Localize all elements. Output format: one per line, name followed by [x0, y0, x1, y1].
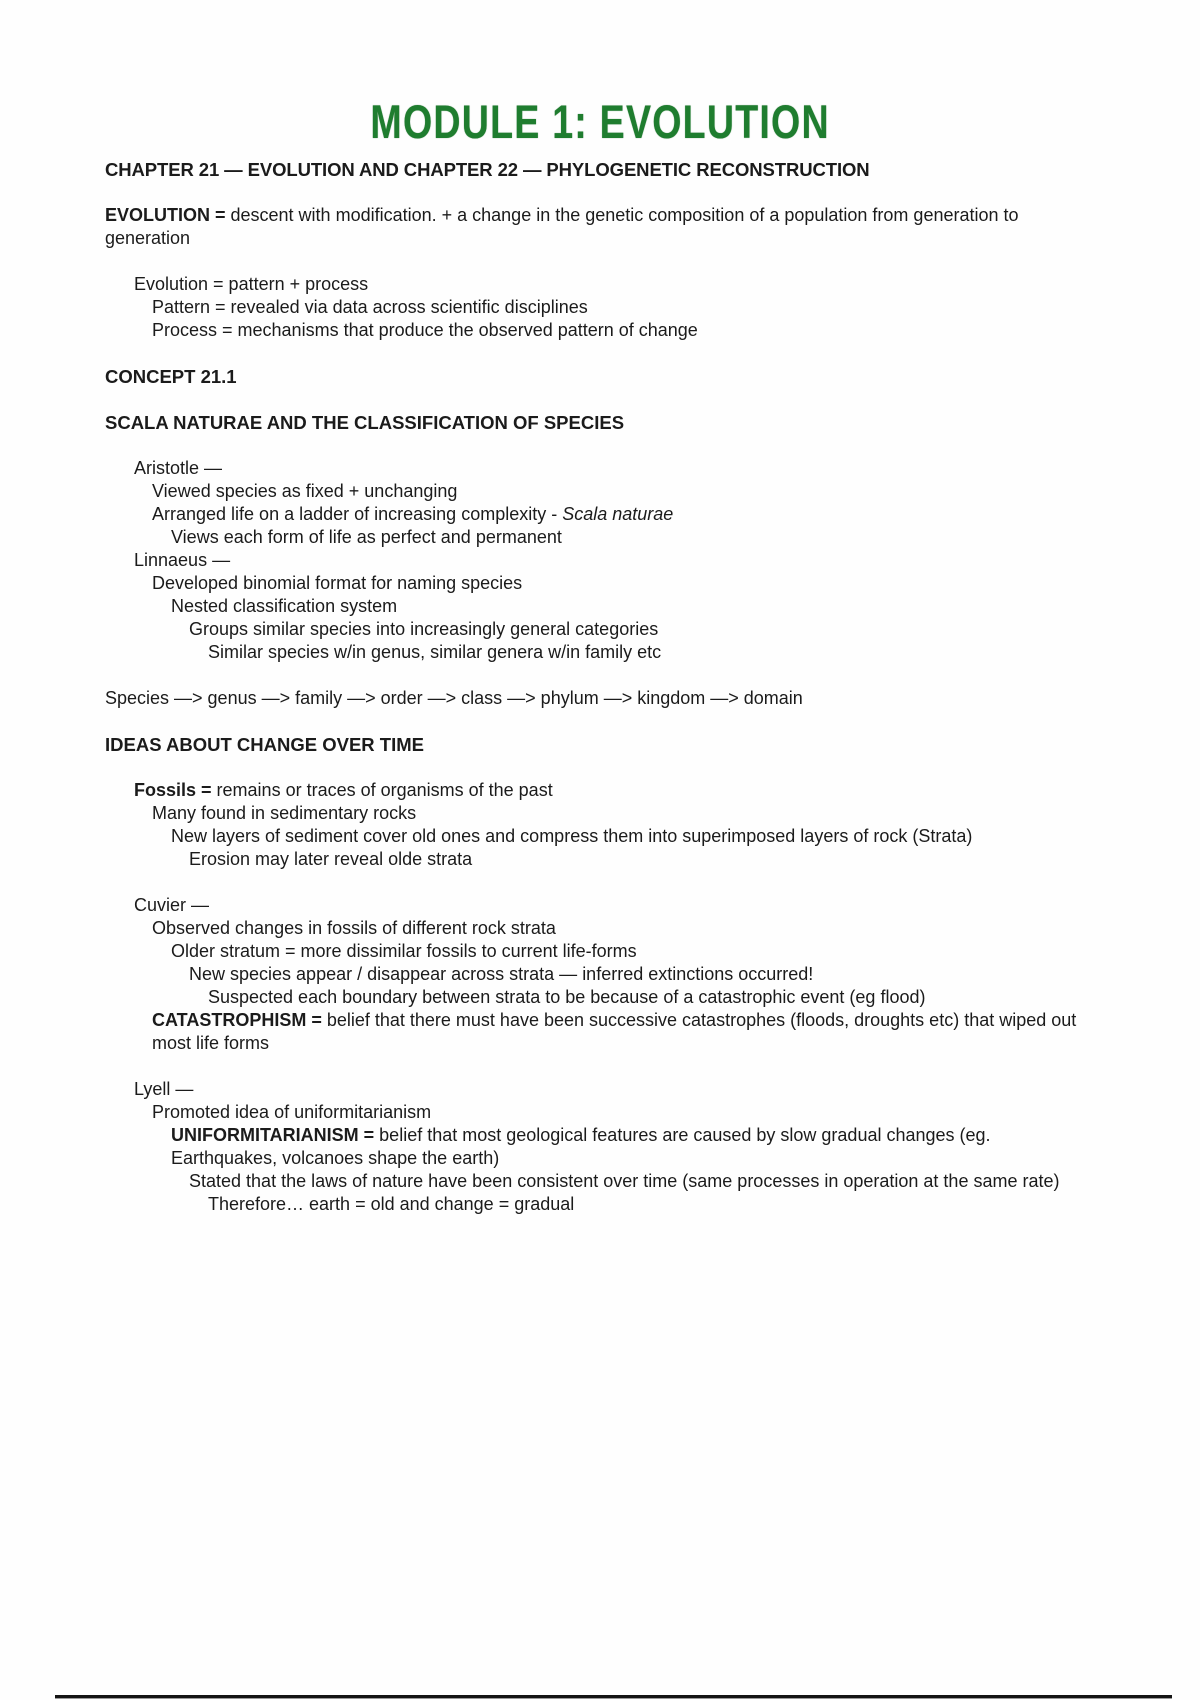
text-segment: Pattern = revealed via data across scientific disciplines	[152, 297, 588, 317]
list-item	[105, 457, 1080, 480]
text-segment: Erosion may later reveal olde strata	[189, 849, 473, 869]
list-item-text	[189, 848, 1080, 871]
text-segment: Therefore… earth = old and change = gradual	[208, 1194, 575, 1214]
bullet-column	[154, 1124, 171, 1170]
list-item	[105, 618, 1080, 641]
list-item-text	[171, 940, 1080, 963]
text-segment: Developed binomial format for naming species	[152, 573, 523, 593]
text-segment: CONCEPT 21.1	[105, 366, 237, 387]
list-item-text	[152, 1101, 1080, 1124]
text-segment: Groups similar species into increasingly general categories	[189, 619, 659, 639]
bullet-column	[172, 848, 189, 871]
text-segment: Process = mechanisms that produce the observed pattern of change	[152, 320, 698, 340]
list-item-text	[189, 963, 1080, 986]
bullet-column	[191, 641, 208, 664]
list-item-text	[208, 986, 1080, 1009]
bullet-column	[117, 894, 134, 917]
page-break-divider	[55, 1695, 1172, 1699]
list-item-text	[134, 1078, 1080, 1101]
notes-title: MODULE 1: EVOLUTION	[370, 95, 830, 148]
list-item	[105, 296, 1080, 319]
bullet-column	[135, 1009, 152, 1055]
list-item	[105, 1101, 1080, 1124]
list-item	[105, 894, 1080, 917]
section-heading	[105, 365, 1080, 388]
list-item-text	[152, 480, 1080, 503]
text-segment: Evolution = pattern + process	[134, 274, 369, 294]
paragraph	[105, 687, 1080, 710]
text-segment: Stated that the laws of nature have been consistent over time (same processes in operation at the same rate)	[189, 1171, 1060, 1191]
list-item	[105, 572, 1080, 595]
list-item-text	[171, 1124, 1080, 1170]
bullet-column	[117, 457, 134, 480]
list-item-text	[152, 296, 1080, 319]
list-item	[105, 549, 1080, 572]
bullet-column	[135, 503, 152, 526]
text-segment: Species —> genus —> family —> order —> class —> phylum —> kingdom —> domain	[105, 688, 803, 708]
list-item	[105, 986, 1080, 1009]
bullet-list	[105, 894, 1080, 1055]
list-item-text	[152, 802, 1080, 825]
text-segment: Lyell —	[134, 1079, 194, 1099]
list-item	[105, 595, 1080, 618]
text-segment: SCALA NATURAE AND THE CLASSIFICATION OF SPECIES	[105, 412, 625, 433]
bullet-column	[135, 480, 152, 503]
bullet-column	[154, 595, 171, 618]
text-segment: New species appear / disappear across strata — inferred extinctions occurred!	[189, 964, 814, 984]
list-item-text	[134, 779, 1080, 802]
list-item	[105, 940, 1080, 963]
bullet-list	[105, 1078, 1080, 1216]
list-item-text	[171, 595, 1080, 618]
text-segment: Similar species w/in genus, similar genera w/in family etc	[208, 642, 662, 662]
chapter-heading: CHAPTER 21 — EVOLUTION AND CHAPTER 22 — PHYLOGENETIC RECONSTRUCTION	[105, 159, 870, 180]
bullet-column	[135, 572, 152, 595]
list-item	[105, 963, 1080, 986]
list-item-text	[152, 917, 1080, 940]
bullet-column	[135, 802, 152, 825]
text-segment: Nested classification system	[171, 596, 398, 616]
bullet-column	[191, 1193, 208, 1216]
text-segment: belief that most geological features are caused by slow gradual changes (eg. Earthquakes, volcanoes shape the earth)	[171, 1125, 991, 1168]
list-item-text	[134, 549, 1080, 572]
bullet-column	[172, 1170, 189, 1193]
bullet-column	[154, 940, 171, 963]
text-segment: UNIFORMITARIANISM =	[171, 1125, 375, 1145]
list-item-text	[152, 572, 1080, 595]
section-heading	[105, 733, 1080, 756]
text-segment: IDEAS ABOUT CHANGE OVER TIME	[105, 734, 424, 755]
text-segment: Cuvier —	[134, 895, 210, 915]
document-content	[105, 158, 1080, 1216]
list-item	[105, 848, 1080, 871]
list-item-text	[171, 526, 1080, 549]
list-item-text	[171, 825, 1080, 848]
list-item	[105, 1170, 1080, 1193]
text-segment: descent with modification. + a change in the genetic composition of a population from generation to generation	[105, 205, 1019, 248]
bullet-list	[105, 273, 1080, 342]
bullet-column	[117, 779, 134, 802]
text-segment: Older stratum = more dissimilar fossils to current life-forms	[171, 941, 637, 961]
bullet-column	[117, 273, 134, 296]
list-item-text	[189, 618, 1080, 641]
text-segment: Linnaeus —	[134, 550, 231, 570]
text-segment: New layers of sediment cover old ones and compress them into superimposed layers of rock (Strata)	[171, 826, 973, 846]
text-segment: EVOLUTION =	[105, 205, 226, 225]
list-item-text	[134, 894, 1080, 917]
bullet-column	[117, 549, 134, 572]
text-segment: Arranged life on a ladder of increasing complexity -	[152, 504, 563, 524]
text-segment: Promoted idea of uniformitarianism	[152, 1102, 432, 1122]
bullet-column	[135, 1101, 152, 1124]
list-item-text	[152, 1009, 1080, 1055]
list-item	[105, 1193, 1080, 1216]
list-item-text	[134, 457, 1080, 480]
list-item	[105, 526, 1080, 549]
bullet-column	[117, 1078, 134, 1101]
list-item	[105, 802, 1080, 825]
list-item-text	[208, 1193, 1080, 1216]
list-item	[105, 273, 1080, 296]
list-item	[105, 641, 1080, 664]
text-segment: Viewed species as fixed + unchanging	[152, 481, 458, 501]
list-item	[105, 480, 1080, 503]
text-segment: CATASTROPHISM =	[152, 1010, 322, 1030]
bullet-column	[172, 963, 189, 986]
bullet-column	[135, 296, 152, 319]
list-item-text	[134, 273, 1080, 296]
title-row	[0, 96, 1200, 148]
bullet-column	[135, 917, 152, 940]
section-heading	[105, 411, 1080, 434]
text-segment: Aristotle —	[134, 458, 223, 478]
text-segment: Observed changes in fossils of different rock strata	[152, 918, 556, 938]
text-segment: Fossils =	[134, 780, 212, 800]
text-segment: Suspected each boundary between strata to be because of a catastrophic event (eg flood)	[208, 987, 926, 1007]
bullet-column	[191, 986, 208, 1009]
list-item	[105, 1009, 1080, 1055]
bullet-column	[154, 825, 171, 848]
list-item-text	[152, 319, 1080, 342]
bullet-column	[172, 618, 189, 641]
list-item-text	[208, 641, 1080, 664]
text-segment: Many found in sedimentary rocks	[152, 803, 417, 823]
bullet-list	[105, 779, 1080, 871]
bullet-column	[135, 319, 152, 342]
list-item	[105, 825, 1080, 848]
bullet-column	[154, 526, 171, 549]
text-segment: remains or traces of organisms of the past	[211, 780, 553, 800]
bullet-list	[105, 457, 1080, 664]
list-item	[105, 1078, 1080, 1101]
list-item-text	[152, 503, 1080, 526]
text-segment: belief that there must have been successive catastrophes (floods, droughts etc) that wiped out most life forms	[152, 1010, 1077, 1053]
list-item	[105, 917, 1080, 940]
paragraph	[105, 204, 1080, 250]
list-item	[105, 779, 1080, 802]
list-item	[105, 503, 1080, 526]
text-segment: Views each form of life as perfect and permanent	[171, 527, 562, 547]
list-item	[105, 319, 1080, 342]
list-item-text	[189, 1170, 1080, 1193]
text-segment: Scala naturae	[562, 504, 674, 524]
list-item	[105, 1124, 1080, 1170]
